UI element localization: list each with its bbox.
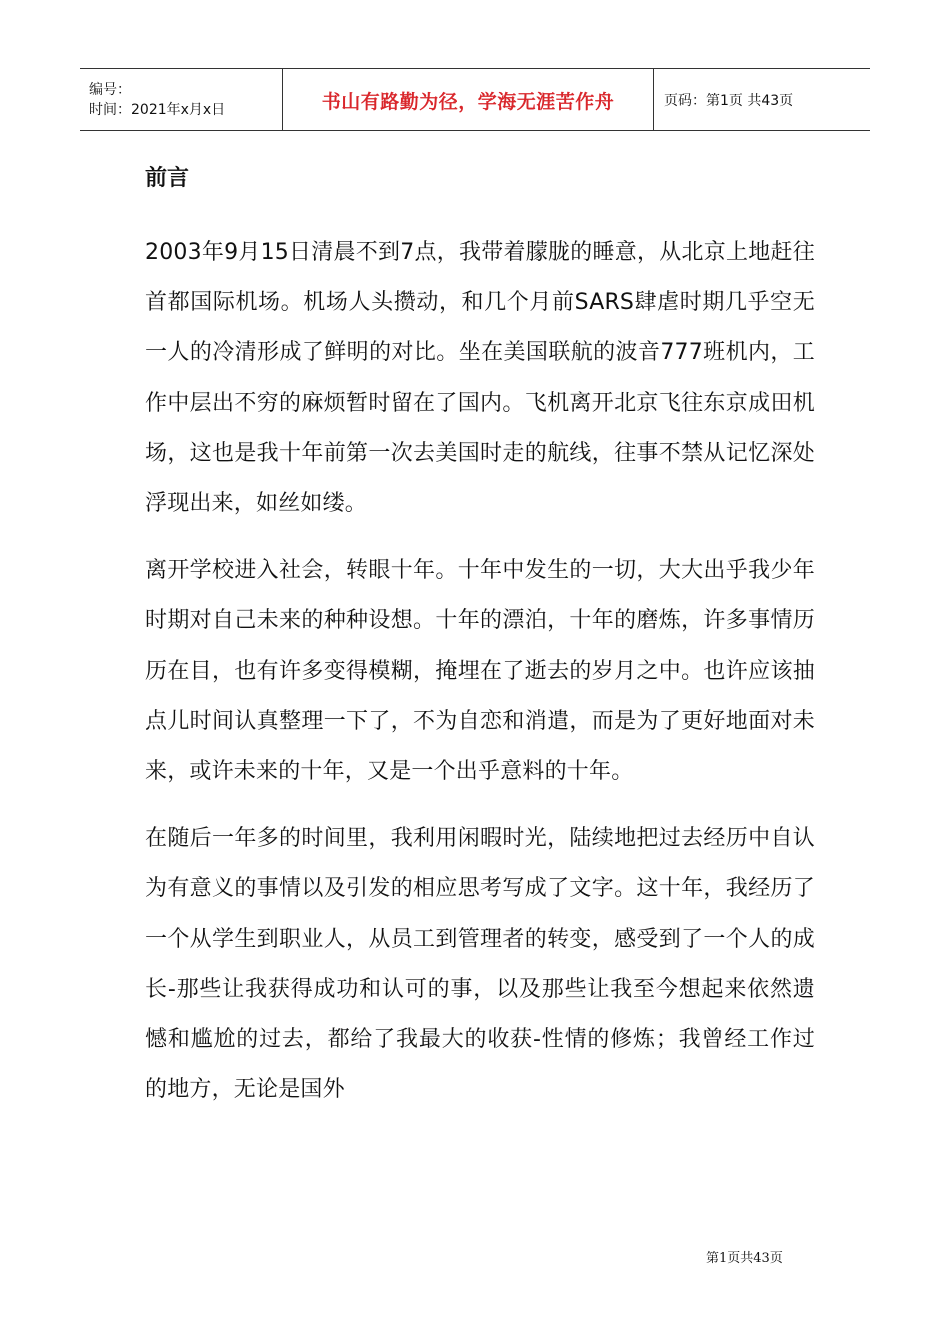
header-page-code: 页码：第1页 共43页 — [664, 92, 794, 109]
header-motto: 书山有路勤为径，学海无涯苦作舟 — [321, 91, 615, 113]
document-body — [145, 148, 815, 1115]
header-page-cell — [654, 69, 870, 130]
document-time-label: 时间：2021年x月x日 — [89, 101, 226, 118]
document-header — [80, 68, 870, 131]
page-footer: 第1页共43页 — [706, 1251, 783, 1266]
section-title: 前言 — [145, 166, 190, 191]
header-motto-cell — [282, 69, 654, 130]
paragraph-3: 在随后一年多的时间里，我利用闲暇时光，陆续地把过去经历中自认为有意义的事情以及引发的相应思考写成了文字。这十年，我经历了一个从学生到职业人，从员工到管理者的转变，感受到了一个人的成长-那些让我获得成功和认可的事，以及那些让我至今想起来依然遗憾和尴尬的过去，都给了我最大的收获-性情的修炼；我曾经工作过的地方，无论是国外 — [145, 826, 815, 1103]
document-number-label: 编号： — [89, 81, 131, 98]
paragraph-1: 2003年9月15日清晨不到7点，我带着朦胧的睡意，从北京上地赶往首都国际机场。机场人头攒动，和几个月前SARS肆虐时期几乎空无一人的冷清形成了鲜明的对比。坐在美国联航的波音777班机内，工作中层出不穷的麻烦暂时留在了国内。飞机离开北京飞往东京成田机场，这也是我十年前第一次去美国时走的航线，往事不禁从记忆深处浮现出来，如丝如缕。 — [145, 240, 815, 517]
header-meta-cell — [80, 69, 282, 130]
paragraph-2: 离开学校进入社会，转眼十年。十年中发生的一切，大大出乎我少年时期对自己未来的种种设想。十年的漂泊，十年的磨炼，许多事情历历在目，也有许多变得模糊，掩埋在了逝去的岁月之中。也许应该抽点儿时间认真整理一下了，不为自恋和消遣，而是为了更好地面对未来，或许未来的十年，又是一个出乎意料的十年。 — [145, 558, 815, 785]
